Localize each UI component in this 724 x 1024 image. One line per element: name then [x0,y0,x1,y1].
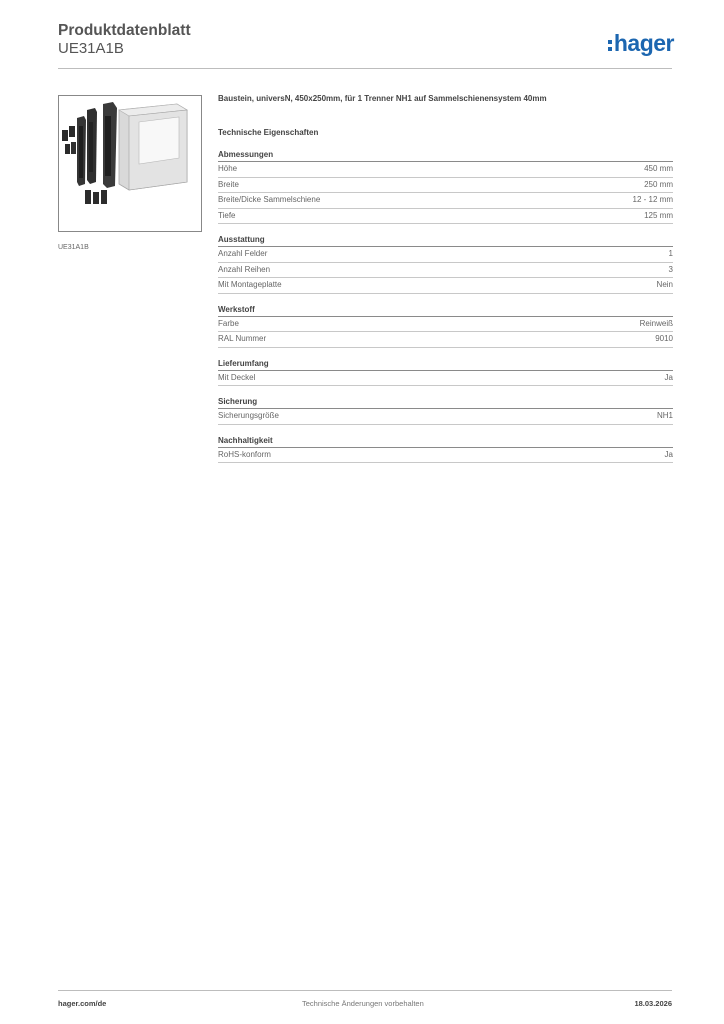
section-abmessungen [218,150,673,224]
product-description: Baustein, universN, 450x250mm, für 1 Trenner NH1 auf Sammelschienensystem 40mm [218,94,547,103]
property-value: 450 mm [644,164,673,173]
logo-dots-icon [608,40,612,51]
property-value: Reinweiß [639,318,673,328]
technical-heading: Technische Eigenschaften [218,128,319,137]
footer-website-link[interactable]: hager.com/de [58,999,107,1008]
property-value: 9010 [655,334,673,343]
page-title: Produktdatenblatt [58,22,191,39]
property-value: 1 [668,249,673,258]
property-row [218,371,673,387]
section-title: Nachhaltigkeit [218,436,673,448]
property-label: RoHS-konform [218,449,271,459]
product-image [58,95,202,232]
property-label: Mit Montageplatte [218,280,282,289]
section-sicherung [218,397,673,425]
property-value: 3 [668,264,673,274]
section-title: Abmessungen [218,150,673,162]
logo-text: hager [613,30,674,56]
section-title: Sicherung [218,397,673,409]
hager-logo [608,30,674,57]
property-value: 125 mm [644,210,673,220]
section-lieferumfang [218,359,673,387]
product-details [218,94,673,474]
property-value: 250 mm [644,179,673,189]
product-illustration-icon [59,96,201,231]
property-value: Ja [664,449,673,459]
property-value: Nein [656,280,673,289]
property-label: Anzahl Felder [218,249,268,258]
property-row [218,278,673,294]
section-title: Werkstoff [218,305,673,317]
property-row [218,193,673,209]
property-row [218,178,673,194]
header-divider [58,68,672,69]
property-label: Farbe [218,318,239,328]
property-label: Tiefe [218,210,236,220]
property-row [218,448,673,464]
article-number: UE31A1B [58,40,124,57]
property-value: Ja [664,372,673,382]
section-ausstattung [218,235,673,294]
property-value: 12 - 12 mm [632,195,673,204]
property-label: Breite/Dicke Sammelschiene [218,195,321,204]
property-label: Breite [218,179,239,189]
property-label: Höhe [218,164,238,173]
property-label: Sicherungsgröße [218,411,279,420]
property-row [218,162,673,178]
property-row [218,209,673,225]
footer-notice: Technische Änderungen vorbehalten [302,999,424,1008]
property-label: Anzahl Reihen [218,264,271,274]
section-werkstoff [218,305,673,348]
footer-date: 18.03.2026 [634,999,672,1008]
section-title: Lieferumfang [218,359,673,371]
section-nachhaltigkeit [218,436,673,464]
property-label: Mit Deckel [218,372,256,382]
property-value: NH1 [656,411,673,420]
image-caption: UE31A1B [58,244,89,251]
property-label: RAL Nummer [218,334,267,343]
section-title: Ausstattung [218,235,673,247]
property-row [218,332,673,348]
property-row [218,409,673,425]
property-row [218,317,673,333]
property-row [218,247,673,263]
footer-divider [58,990,672,991]
property-row [218,263,673,279]
